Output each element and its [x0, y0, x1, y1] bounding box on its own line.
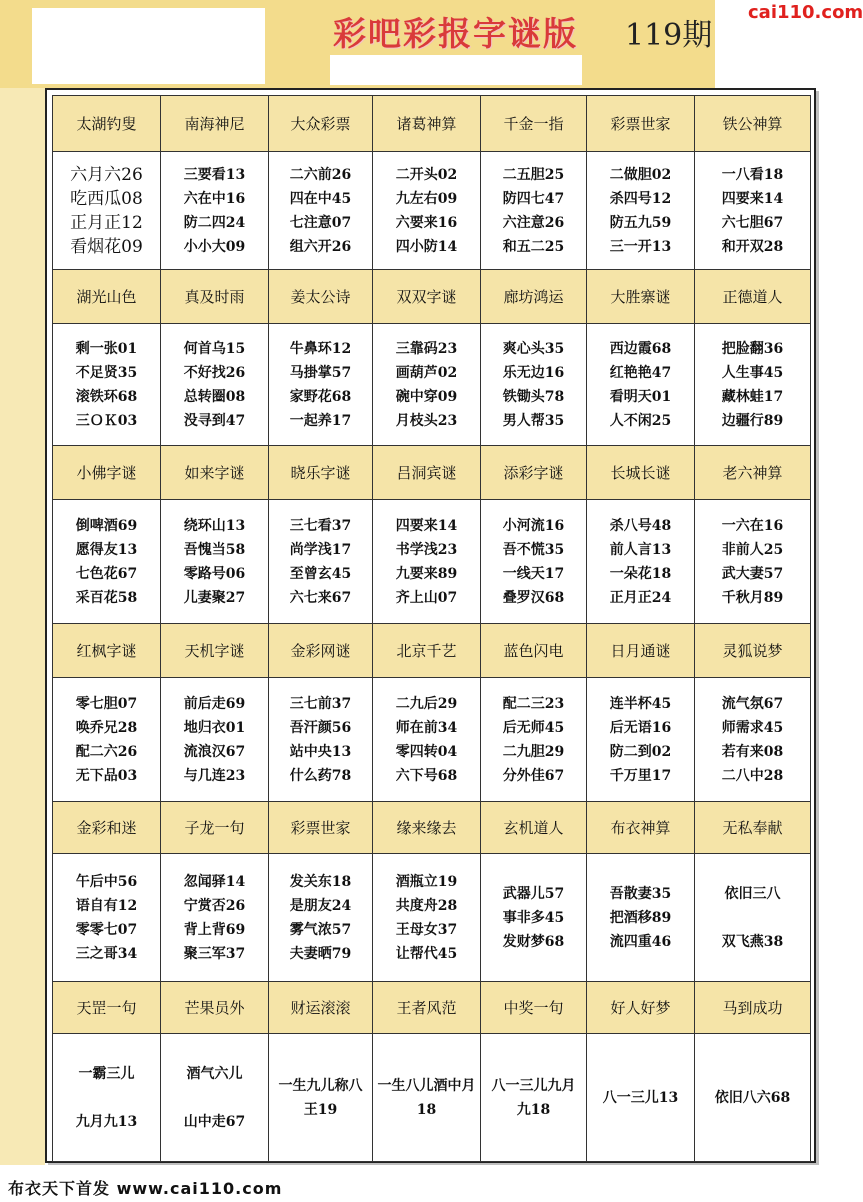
left-margin: [0, 0, 45, 1202]
riddle-cell: [269, 152, 373, 270]
riddle-line: 九月九13: [75, 1113, 138, 1130]
riddle-line: 酒瓶立19: [395, 873, 458, 890]
riddle-cell: [695, 324, 811, 446]
riddle-line: 是朋友24: [289, 897, 352, 914]
riddle-line: 二八中28: [721, 767, 784, 784]
column-header: 芒果员外: [161, 982, 269, 1034]
riddle-line: 配二三23: [502, 695, 565, 712]
riddle-cell: [695, 152, 811, 270]
riddle-cell: [161, 678, 269, 802]
riddle-line: 吃西瓜08: [70, 188, 143, 209]
column-header: 长城长谜: [587, 446, 695, 500]
riddle-line: 后无师45: [502, 719, 565, 736]
riddle-line: 三七看37: [289, 517, 352, 534]
riddle-line: 杀八号48: [609, 517, 672, 534]
column-header: 天罡一句: [53, 982, 161, 1034]
riddle-cell: [161, 1034, 269, 1162]
column-header: 小佛字谜: [53, 446, 161, 500]
column-header: 王者风范: [373, 982, 481, 1034]
riddle-line: 非前人25: [721, 541, 784, 558]
riddle-line: 前人言13: [609, 541, 672, 558]
column-header: 吕洞宾谜: [373, 446, 481, 500]
riddle-line: 二做胆02: [609, 166, 672, 183]
riddle-line: 与几连23: [183, 767, 246, 784]
riddle-line: 西边霞68: [609, 340, 672, 357]
riddle-line: 零七胆07: [75, 695, 138, 712]
riddle-line: 组六开26: [289, 238, 352, 255]
riddle-cell: [53, 1034, 161, 1162]
riddle-line: 千秋月89: [721, 589, 784, 606]
column-header: 子龙一句: [161, 802, 269, 854]
riddle-line: 总转圈08: [183, 388, 246, 405]
riddle-cell: [373, 1034, 481, 1162]
riddle-cell: [53, 324, 161, 446]
page-title: 彩吧彩报字谜版: [333, 14, 578, 53]
riddle-line: 发关东18: [289, 873, 352, 890]
riddle-line: 无下品03: [75, 767, 138, 784]
riddle-line: 把酒移89: [609, 909, 672, 926]
riddle-line: 三靠码23: [395, 340, 458, 357]
riddle-cell: [695, 854, 811, 982]
column-header: 铁公神算: [695, 96, 811, 152]
column-header: 真及时雨: [161, 270, 269, 324]
column-header: 如来字谜: [161, 446, 269, 500]
riddle-cell: [587, 854, 695, 982]
riddle-line: 六在中16: [183, 190, 246, 207]
riddle-cell: [53, 854, 161, 982]
riddle-line: 至曾玄45: [289, 565, 352, 582]
riddle-line: 六要来16: [395, 214, 458, 231]
riddle-line: 不足贤35: [75, 364, 138, 381]
riddle-line: 后无语16: [609, 719, 672, 736]
riddle-cell: [269, 854, 373, 982]
riddle-line: 六月六26: [70, 164, 143, 185]
riddle-table: [52, 95, 811, 1162]
riddle-line: 流四重46: [609, 933, 672, 950]
riddle-line: 儿妻聚27: [183, 589, 246, 606]
column-header: 布衣神算: [587, 802, 695, 854]
column-header: 玄机道人: [481, 802, 587, 854]
riddle-line: 七注意07: [289, 214, 352, 231]
riddle-line: 人生事45: [721, 364, 784, 381]
riddle-line: 二五胆25: [502, 166, 565, 183]
riddle-line: 碗中穿09: [395, 388, 458, 405]
riddle-line: 六注意26: [502, 214, 565, 231]
riddle-cell: [587, 152, 695, 270]
riddle-line: 一六在16: [721, 517, 784, 534]
riddle-line: 滚铁环68: [75, 388, 138, 405]
riddle-line: 二开头02: [395, 166, 458, 183]
riddle-line: 四要来14: [721, 190, 784, 207]
riddle-line: 师在前34: [395, 719, 458, 736]
column-header: 红枫字谜: [53, 624, 161, 678]
riddle-line: 吾散妻35: [609, 885, 672, 902]
riddle-line: 九左右09: [395, 190, 458, 207]
riddle-line: 马掛掌57: [289, 364, 352, 381]
riddle-line: 男人帮35: [502, 412, 565, 429]
riddle-line: 防四七47: [502, 190, 565, 207]
column-header: 无私奉献: [695, 802, 811, 854]
riddle-line: 双飞燕38: [721, 933, 784, 950]
riddle-cell: [373, 152, 481, 270]
footer-credit: 布衣天下首发 www.cai110.com: [8, 1179, 283, 1198]
riddle-line: 一生八儿酒中月18: [377, 1077, 476, 1118]
riddle-line: 吾汗颜56: [289, 719, 352, 736]
riddle-line: 若有来08: [721, 743, 784, 760]
riddle-line: 不好找26: [183, 364, 246, 381]
riddle-line: 站中央13: [289, 743, 352, 760]
riddle-line: 共度舟28: [395, 897, 458, 914]
riddle-line: 宁赏否26: [183, 897, 246, 914]
riddle-line: 二六前26: [289, 166, 352, 183]
riddle-line: 忽闻驿14: [183, 873, 246, 890]
riddle-cell: [373, 678, 481, 802]
riddle-line: 零路号06: [183, 565, 246, 582]
riddle-line: 乐无边16: [502, 364, 565, 381]
riddle-line: 四在中45: [289, 190, 352, 207]
riddle-cell: [53, 152, 161, 270]
column-header: 好人好梦: [587, 982, 695, 1034]
riddle-line: 一朵花18: [609, 565, 672, 582]
riddle-line: 六七来67: [289, 589, 352, 606]
riddle-line: 一起养17: [289, 412, 352, 429]
riddle-cell: [161, 152, 269, 270]
riddle-line: 剩一张01: [75, 340, 138, 357]
riddle-line: 山中走67: [183, 1113, 246, 1130]
riddle-line: 四小防14: [395, 238, 458, 255]
riddle-cell: [161, 500, 269, 624]
riddle-line: 正月正12: [70, 212, 143, 233]
riddle-line: 吾不慌35: [502, 541, 565, 558]
riddle-line: 依旧八六68: [714, 1089, 791, 1106]
riddle-line: 流气氛67: [721, 695, 784, 712]
riddle-line: 七色花67: [75, 565, 138, 582]
riddle-cell: [481, 500, 587, 624]
riddle-line: 把脸翻36: [721, 340, 784, 357]
riddle-line: 王母女37: [395, 921, 458, 938]
column-header: 姜太公诗: [269, 270, 373, 324]
column-header: 北京千艺: [373, 624, 481, 678]
riddle-line: 分外佳67: [502, 767, 565, 784]
riddle-cell: [587, 324, 695, 446]
column-header: 彩票世家: [587, 96, 695, 152]
column-header: 中奖一句: [481, 982, 587, 1034]
riddle-cell: [269, 500, 373, 624]
riddle-line: 小河流16: [502, 517, 565, 534]
riddle-line: 六下号68: [395, 767, 458, 784]
riddle-line: 发财梦68: [502, 933, 565, 950]
column-header: 蓝色闪电: [481, 624, 587, 678]
riddle-cell: [269, 324, 373, 446]
riddle-line: 看明天01: [609, 388, 672, 405]
riddle-cell: [587, 1034, 695, 1162]
riddle-cell: [161, 854, 269, 982]
column-header: 千金一指: [481, 96, 587, 152]
column-header: 廊坊鸿运: [481, 270, 587, 324]
riddle-line: 一生九儿称八王19: [278, 1077, 363, 1118]
column-header: 南海神尼: [161, 96, 269, 152]
riddle-line: 酒气六儿: [186, 1065, 243, 1082]
riddle-line: 采百花58: [75, 589, 138, 606]
riddle-line: 聚三军37: [183, 945, 246, 962]
riddle-line: 武器儿57: [502, 885, 565, 902]
riddle-cell: [695, 678, 811, 802]
riddle-cell: [161, 324, 269, 446]
riddle-cell: [587, 678, 695, 802]
riddle-cell: [481, 854, 587, 982]
riddle-line: 杀四号12: [609, 190, 672, 207]
column-header: 正德道人: [695, 270, 811, 324]
riddle-line: 二九胆29: [502, 743, 565, 760]
riddle-line: 武大妻57: [721, 565, 784, 582]
riddle-line: 吾愧当58: [183, 541, 246, 558]
column-header: 晓乐字谜: [269, 446, 373, 500]
riddle-line: 夫妻晒79: [289, 945, 352, 962]
riddle-line: 防二到02: [609, 743, 672, 760]
column-header: 诸葛神算: [373, 96, 481, 152]
riddle-line: 配二六26: [75, 743, 138, 760]
riddle-line: 让帮代45: [395, 945, 458, 962]
riddle-line: 依旧三八: [724, 885, 781, 902]
column-header: 金彩网谜: [269, 624, 373, 678]
riddle-line: 正月正24: [609, 589, 672, 606]
riddle-line: 何首乌15: [183, 340, 246, 357]
riddle-line: 流浪汉67: [183, 743, 246, 760]
riddle-line: 一八看18: [721, 166, 784, 183]
riddle-cell: [481, 678, 587, 802]
riddle-cell: [695, 1034, 811, 1162]
riddle-line: 三七前37: [289, 695, 352, 712]
riddle-line: 和开双28: [721, 238, 784, 255]
riddle-cell: [695, 500, 811, 624]
riddle-line: 没寻到47: [183, 412, 246, 429]
riddle-line: 九要来89: [395, 565, 458, 582]
riddle-line: 画葫芦02: [395, 364, 458, 381]
riddle-line: 前后走69: [183, 695, 246, 712]
riddle-line: 红艳艳47: [609, 364, 672, 381]
riddle-line: 月枝头23: [395, 412, 458, 429]
column-header: 金彩和迷: [53, 802, 161, 854]
riddle-line: 二九后29: [395, 695, 458, 712]
riddle-line: 三之哥34: [75, 945, 138, 962]
riddle-line: 零零七07: [75, 921, 138, 938]
riddle-line: 书学浅23: [395, 541, 458, 558]
riddle-line: 三ＯＫ03: [75, 412, 138, 429]
riddle-line: 八一三儿九月九18: [491, 1077, 576, 1118]
riddle-line: 叠罗汉68: [502, 589, 565, 606]
column-header: 大胜寨谜: [587, 270, 695, 324]
riddle-cell: [53, 500, 161, 624]
issue-number: 119期: [625, 18, 713, 53]
column-header: 灵狐说梦: [695, 624, 811, 678]
riddle-line: 午后中56: [75, 873, 138, 890]
riddle-cell: [373, 324, 481, 446]
riddle-line: 六七胆67: [721, 214, 784, 231]
riddle-line: 人不闲25: [609, 412, 672, 429]
riddle-cell: [269, 678, 373, 802]
riddle-line: 绕环山13: [183, 517, 246, 534]
riddle-cell: [53, 678, 161, 802]
riddle-line: 倒啤酒69: [75, 517, 138, 534]
column-header: 财运滚滚: [269, 982, 373, 1034]
riddle-line: 爽心头35: [502, 340, 565, 357]
riddle-line: 背上背69: [183, 921, 246, 938]
riddle-line: 唤乔兄28: [75, 719, 138, 736]
riddle-line: 三要看13: [183, 166, 246, 183]
riddle-line: 语自有12: [75, 897, 138, 914]
riddle-line: 零四转04: [395, 743, 458, 760]
riddle-line: 什么药78: [289, 767, 352, 784]
column-header: 添彩字谜: [481, 446, 587, 500]
riddle-line: 铁锄头78: [502, 388, 565, 405]
column-header: 彩票世家: [269, 802, 373, 854]
riddle-line: 家野花68: [289, 388, 352, 405]
riddle-line: 一线天17: [502, 565, 565, 582]
riddle-cell: [481, 1034, 587, 1162]
riddle-line: 齐上山07: [395, 589, 458, 606]
riddle-line: 牛鼻环12: [289, 340, 352, 357]
riddle-line: 四要来14: [395, 517, 458, 534]
site-watermark: cai110.com: [748, 2, 863, 23]
riddle-line: 一霸三儿: [78, 1065, 135, 1082]
column-header: 天机字谜: [161, 624, 269, 678]
column-header: 大众彩票: [269, 96, 373, 152]
riddle-line: 小小大09: [183, 238, 246, 255]
column-header: 老六神算: [695, 446, 811, 500]
column-header: 缘来缘去: [373, 802, 481, 854]
riddle-line: 地归衣01: [183, 719, 246, 736]
riddle-line: 看烟花09: [70, 236, 143, 257]
column-header: 湖光山色: [53, 270, 161, 324]
riddle-line: 防二四24: [183, 214, 246, 231]
column-header: 太湖钓叟: [53, 96, 161, 152]
riddle-cell: [373, 854, 481, 982]
column-header: 双双字谜: [373, 270, 481, 324]
riddle-line: 边疆行89: [721, 412, 784, 429]
riddle-line: 八一三儿13: [602, 1089, 679, 1106]
blank-label-center: [330, 55, 582, 85]
riddle-cell: [269, 1034, 373, 1162]
riddle-line: 师需求45: [721, 719, 784, 736]
riddle-line: 藏林蛙17: [721, 388, 784, 405]
riddle-line: 千万里17: [609, 767, 672, 784]
riddle-line: 愿得友13: [75, 541, 138, 558]
riddle-cell: [481, 324, 587, 446]
column-header: 马到成功: [695, 982, 811, 1034]
riddle-line: 雾气浓57: [289, 921, 352, 938]
column-header: 日月通谜: [587, 624, 695, 678]
riddle-line: 防五九59: [609, 214, 672, 231]
riddle-line: 尚学浅17: [289, 541, 352, 558]
riddle-line: 事非多45: [502, 909, 565, 926]
riddle-cell: [373, 500, 481, 624]
riddle-line: 三一开13: [609, 238, 672, 255]
riddle-line: 和五二25: [502, 238, 565, 255]
riddle-cell: [481, 152, 587, 270]
riddle-cell: [587, 500, 695, 624]
blank-label-left: [32, 8, 265, 84]
riddle-line: 连半杯45: [609, 695, 672, 712]
